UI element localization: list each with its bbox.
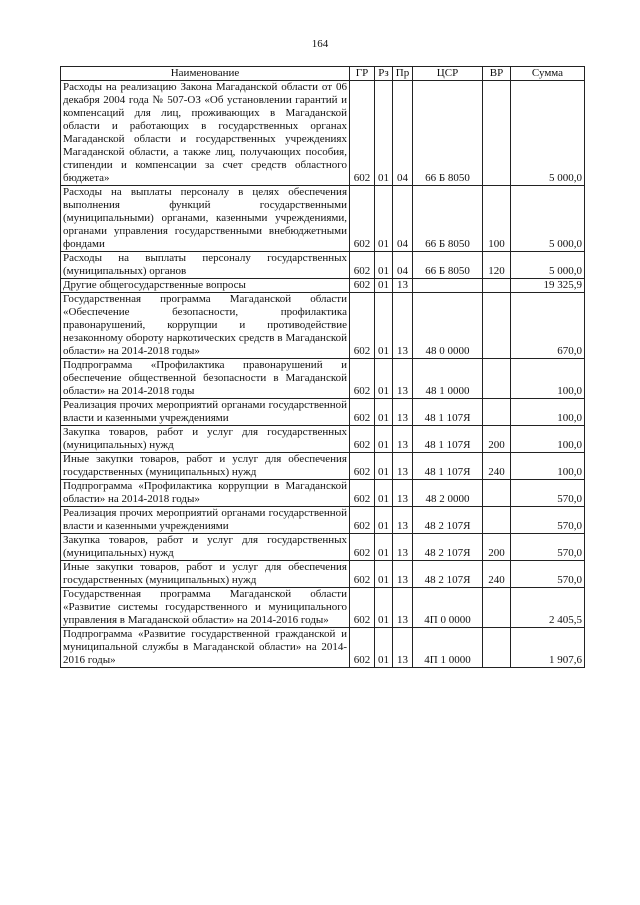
cell-csr: 48 1 107Я xyxy=(413,426,483,453)
cell-pr: 13 xyxy=(393,561,413,588)
cell-sum: 100,0 xyxy=(511,453,585,480)
cell-name: Подпрограмма «Профилактика правонарушений и обеспечение общественной безопасности в Магаданской области» на 2014-2018 годы xyxy=(61,359,350,399)
cell-pr: 13 xyxy=(393,534,413,561)
cell-csr: 48 2 0000 xyxy=(413,480,483,507)
cell-csr: 4П 1 0000 xyxy=(413,628,483,668)
cell-name: Закупка товаров, работ и услуг для государственных (муниципальных) нужд xyxy=(61,534,350,561)
cell-rz: 01 xyxy=(375,293,393,359)
cell-gr: 602 xyxy=(350,293,375,359)
header-name: Наименование xyxy=(61,67,350,81)
table-row xyxy=(61,561,585,588)
cell-vr xyxy=(483,588,511,628)
cell-sum: 570,0 xyxy=(511,507,585,534)
cell-gr: 602 xyxy=(350,279,375,293)
cell-rz: 01 xyxy=(375,453,393,480)
cell-vr xyxy=(483,507,511,534)
cell-rz: 01 xyxy=(375,252,393,279)
table-row xyxy=(61,426,585,453)
table-row xyxy=(61,186,585,252)
table-row xyxy=(61,628,585,668)
cell-sum: 100,0 xyxy=(511,426,585,453)
cell-csr: 48 2 107Я xyxy=(413,561,483,588)
table-row xyxy=(61,293,585,359)
cell-rz: 01 xyxy=(375,507,393,534)
cell-pr: 04 xyxy=(393,252,413,279)
cell-sum: 5 000,0 xyxy=(511,81,585,186)
cell-gr: 602 xyxy=(350,507,375,534)
cell-pr: 04 xyxy=(393,186,413,252)
cell-pr: 13 xyxy=(393,453,413,480)
cell-name: Подпрограмма «Развитие государственной гражданской и муниципальной службы в Магаданской области» на 2014-2016 годы» xyxy=(61,628,350,668)
cell-name: Реализация прочих мероприятий органами государственной власти и казенными учреждениями xyxy=(61,507,350,534)
cell-csr: 66 Б 8050 xyxy=(413,252,483,279)
table-row xyxy=(61,588,585,628)
cell-name: Расходы на выплаты персоналу в целях обеспечения выполнения функций государственными (муниципальными) органами, казенными учреждениями, органами управления государственными внебюджетными фондами xyxy=(61,186,350,252)
cell-vr xyxy=(483,359,511,399)
cell-sum: 19 325,9 xyxy=(511,279,585,293)
cell-pr: 13 xyxy=(393,507,413,534)
cell-vr: 200 xyxy=(483,426,511,453)
table-row xyxy=(61,453,585,480)
cell-csr: 48 1 107Я xyxy=(413,453,483,480)
cell-name: Расходы на реализацию Закона Магаданской области от 06 декабря 2004 года № 507-ОЗ «Об установлении гарантий и компенсаций для лиц, проживающих в Магаданской области и работающих в государственных органах Магаданской области и государственных учреждениях Магаданской области, а также лиц, получающих пособия, стипендии и компенсации за счет средств областного бюджета» xyxy=(61,81,350,186)
cell-vr xyxy=(483,293,511,359)
cell-name: Другие общегосударственные вопросы xyxy=(61,279,350,293)
table-row xyxy=(61,480,585,507)
cell-csr xyxy=(413,279,483,293)
cell-rz: 01 xyxy=(375,279,393,293)
cell-name: Закупка товаров, работ и услуг для государственных (муниципальных) нужд xyxy=(61,426,350,453)
cell-csr: 48 2 107Я xyxy=(413,534,483,561)
cell-vr: 240 xyxy=(483,561,511,588)
cell-gr: 602 xyxy=(350,359,375,399)
table-row xyxy=(61,399,585,426)
cell-name: Государственная программа Магаданской области «Развитие системы государственного и муниципального управления в Магаданской области» на 2014-2016 годы» xyxy=(61,588,350,628)
header-sum: Сумма xyxy=(511,67,585,81)
cell-sum: 100,0 xyxy=(511,399,585,426)
cell-rz: 01 xyxy=(375,628,393,668)
table-row xyxy=(61,279,585,293)
cell-name: Подпрограмма «Профилактика коррупции в Магаданской области» на 2014-2018 годы» xyxy=(61,480,350,507)
cell-vr: 200 xyxy=(483,534,511,561)
header-vr: ВР xyxy=(483,67,511,81)
cell-sum: 1 907,6 xyxy=(511,628,585,668)
cell-sum: 570,0 xyxy=(511,480,585,507)
cell-csr: 66 Б 8050 xyxy=(413,81,483,186)
cell-gr: 602 xyxy=(350,426,375,453)
cell-vr xyxy=(483,628,511,668)
table-row xyxy=(61,252,585,279)
cell-gr: 602 xyxy=(350,81,375,186)
header-rz: Рз xyxy=(375,67,393,81)
page-number: 164 xyxy=(311,38,329,50)
cell-pr: 13 xyxy=(393,426,413,453)
cell-rz: 01 xyxy=(375,359,393,399)
cell-gr: 602 xyxy=(350,480,375,507)
cell-vr: 240 xyxy=(483,453,511,480)
cell-gr: 602 xyxy=(350,534,375,561)
cell-name: Расходы на выплаты персоналу государственных (муниципальных) органов xyxy=(61,252,350,279)
header-csr: ЦСР xyxy=(413,67,483,81)
budget-table xyxy=(60,66,585,668)
cell-vr: 100 xyxy=(483,186,511,252)
cell-name: Государственная программа Магаданской области «Обеспечение безопасности, профилактика правонарушений, коррупции и противодействие незаконному обороту наркотических средств в Магаданской области» на 2014-2018 годы» xyxy=(61,293,350,359)
table-row xyxy=(61,534,585,561)
cell-gr: 602 xyxy=(350,588,375,628)
cell-vr xyxy=(483,480,511,507)
cell-sum: 570,0 xyxy=(511,561,585,588)
cell-csr: 66 Б 8050 xyxy=(413,186,483,252)
cell-vr xyxy=(483,279,511,293)
header-pr: Пр xyxy=(393,67,413,81)
cell-sum: 570,0 xyxy=(511,534,585,561)
cell-rz: 01 xyxy=(375,186,393,252)
cell-name: Реализация прочих мероприятий органами государственной власти и казенными учреждениями xyxy=(61,399,350,426)
cell-rz: 01 xyxy=(375,480,393,507)
cell-sum: 100,0 xyxy=(511,359,585,399)
cell-vr: 120 xyxy=(483,252,511,279)
cell-pr: 13 xyxy=(393,279,413,293)
cell-csr: 48 1 0000 xyxy=(413,359,483,399)
cell-csr: 4П 0 0000 xyxy=(413,588,483,628)
cell-gr: 602 xyxy=(350,453,375,480)
cell-rz: 01 xyxy=(375,588,393,628)
cell-csr: 48 0 0000 xyxy=(413,293,483,359)
cell-pr: 13 xyxy=(393,293,413,359)
cell-vr xyxy=(483,399,511,426)
cell-pr: 13 xyxy=(393,480,413,507)
cell-sum: 2 405,5 xyxy=(511,588,585,628)
cell-rz: 01 xyxy=(375,81,393,186)
table-row xyxy=(61,507,585,534)
table-row xyxy=(61,359,585,399)
cell-pr: 13 xyxy=(393,359,413,399)
cell-name: Иные закупки товаров, работ и услуг для обеспечения государственных (муниципальных) нужд xyxy=(61,453,350,480)
cell-rz: 01 xyxy=(375,399,393,426)
cell-gr: 602 xyxy=(350,628,375,668)
cell-pr: 13 xyxy=(393,588,413,628)
cell-gr: 602 xyxy=(350,561,375,588)
cell-gr: 602 xyxy=(350,399,375,426)
cell-pr: 04 xyxy=(393,81,413,186)
cell-sum: 5 000,0 xyxy=(511,186,585,252)
table-row xyxy=(61,81,585,186)
cell-csr: 48 2 107Я xyxy=(413,507,483,534)
header-gr: ГР xyxy=(350,67,375,81)
cell-pr: 13 xyxy=(393,628,413,668)
cell-csr: 48 1 107Я xyxy=(413,399,483,426)
cell-sum: 670,0 xyxy=(511,293,585,359)
cell-sum: 5 000,0 xyxy=(511,252,585,279)
cell-rz: 01 xyxy=(375,561,393,588)
table-header-row xyxy=(61,67,585,81)
cell-gr: 602 xyxy=(350,252,375,279)
cell-name: Иные закупки товаров, работ и услуг для обеспечения государственных (муниципальных) нужд xyxy=(61,561,350,588)
cell-gr: 602 xyxy=(350,186,375,252)
cell-pr: 13 xyxy=(393,399,413,426)
cell-rz: 01 xyxy=(375,534,393,561)
cell-rz: 01 xyxy=(375,426,393,453)
cell-vr xyxy=(483,81,511,186)
